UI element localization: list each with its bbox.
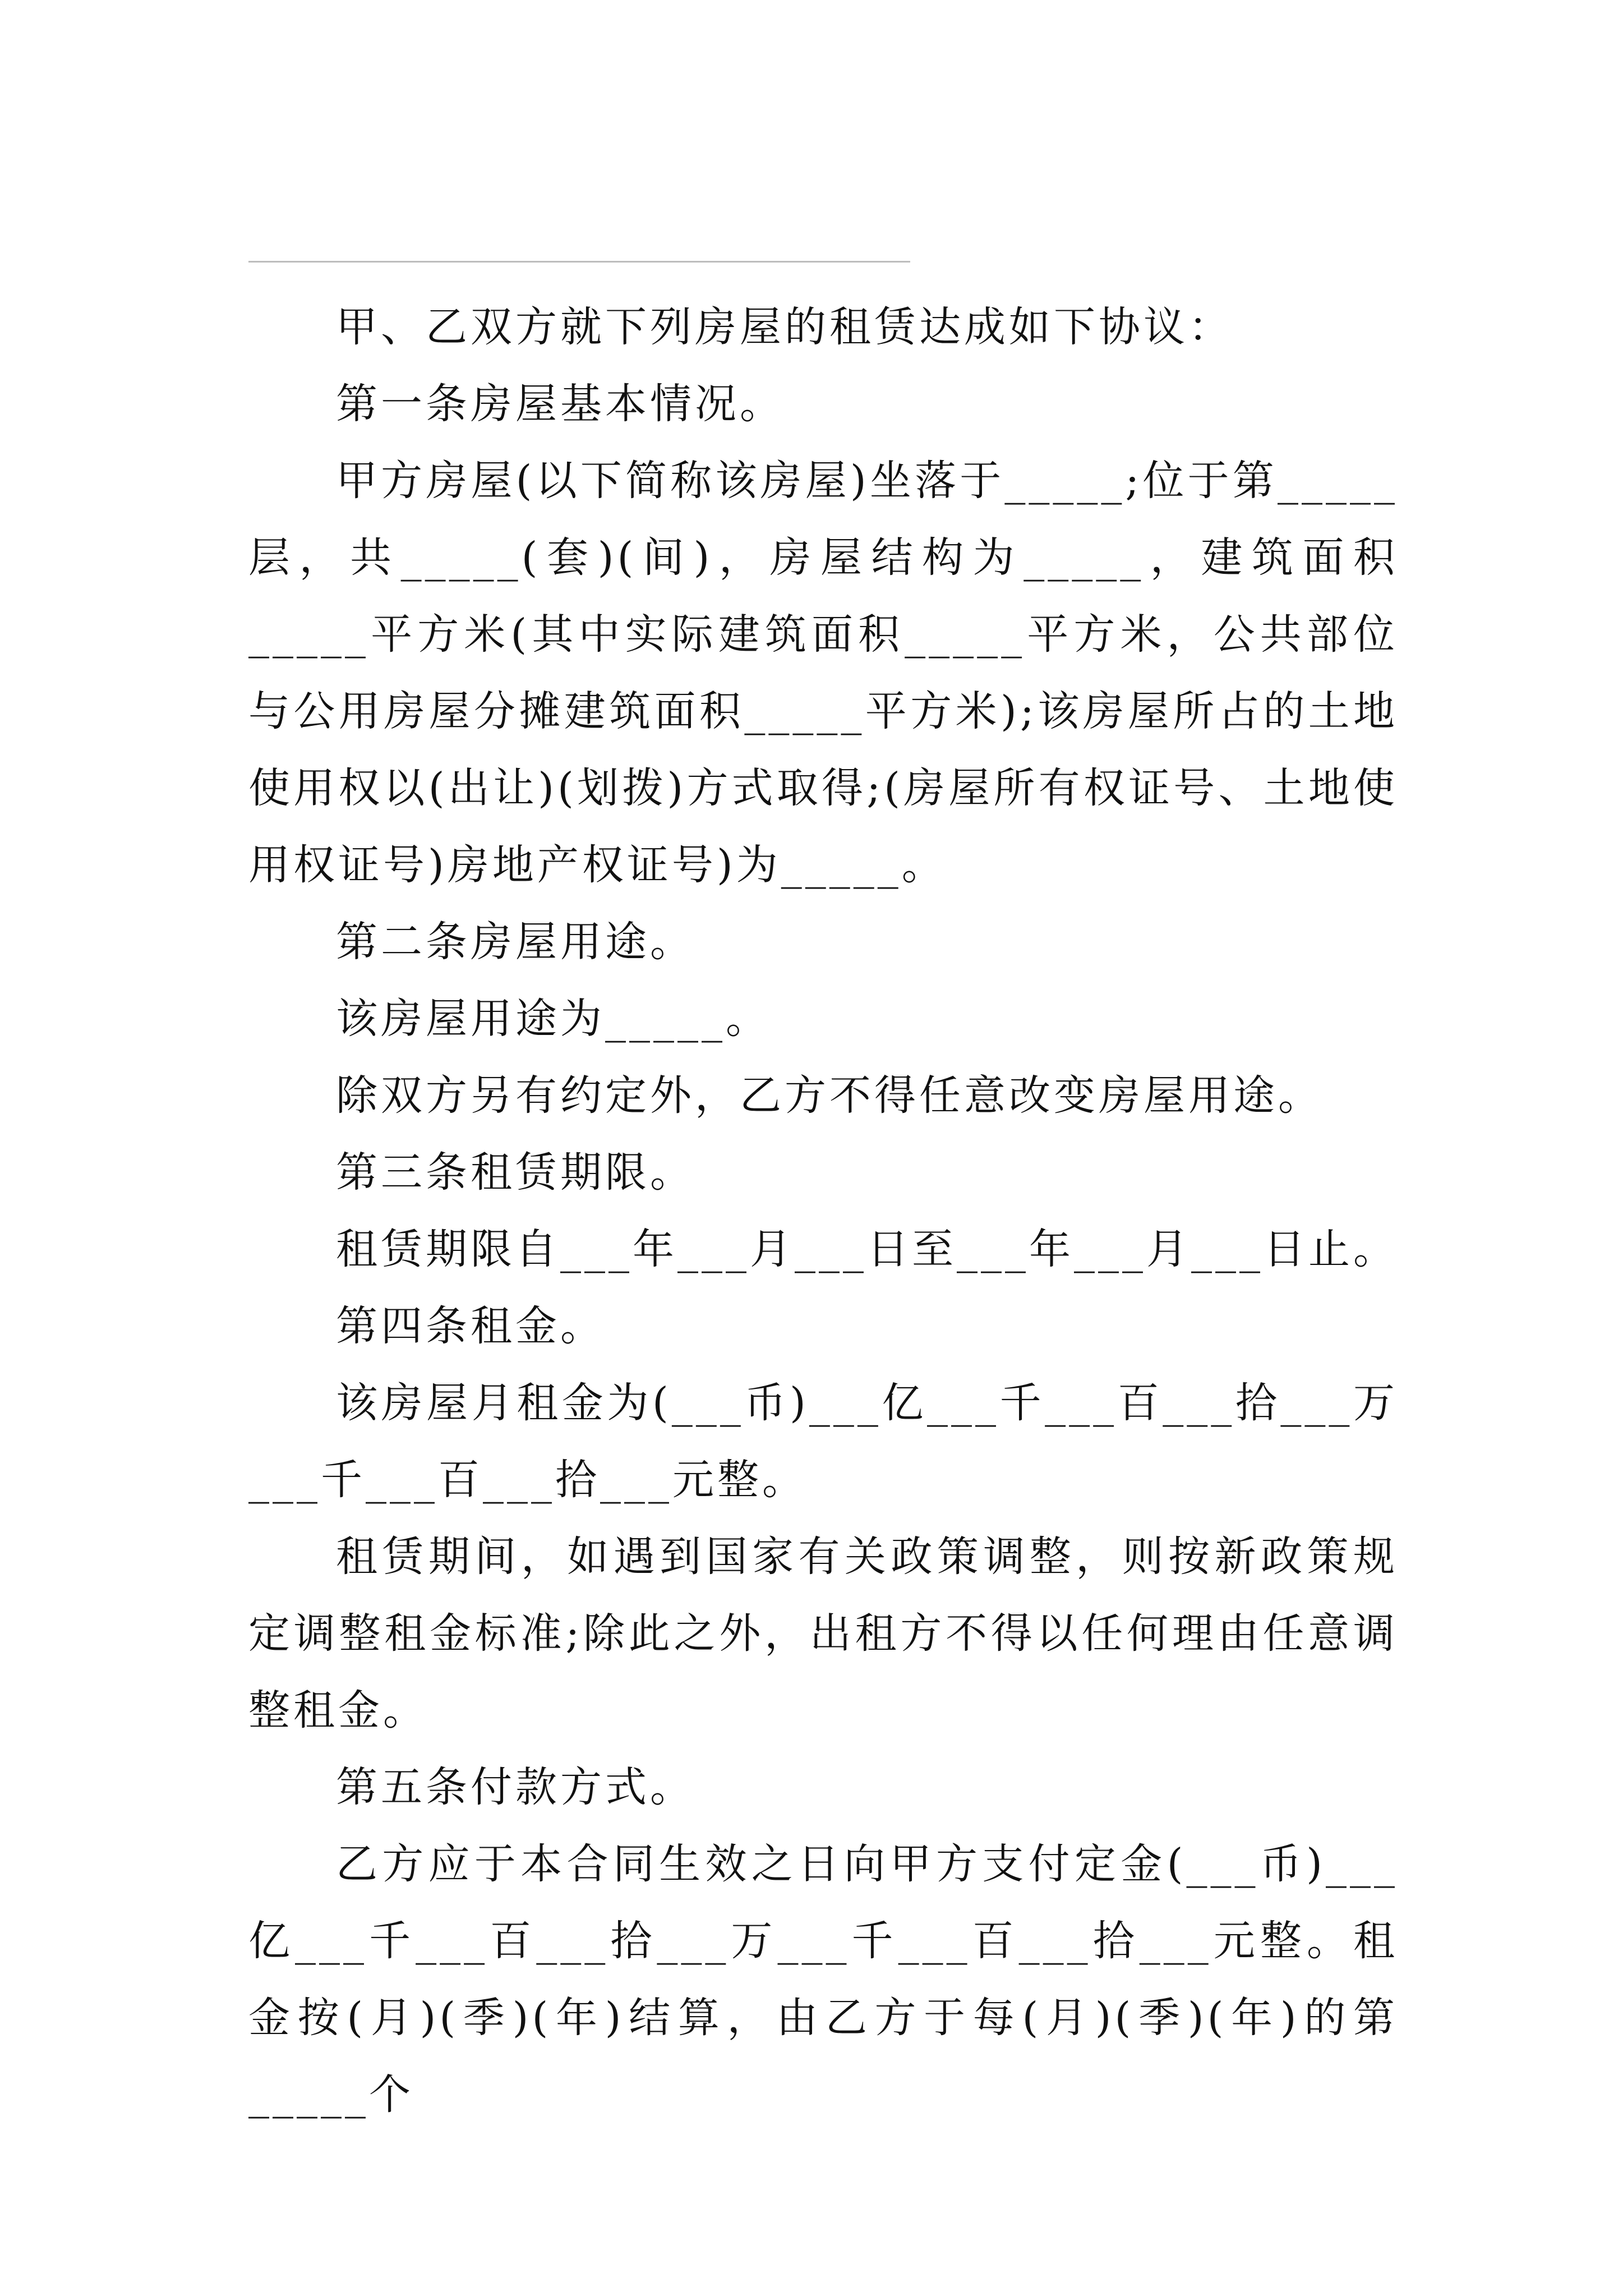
article-1-heading: 第一条房屋基本情况。 [336, 380, 785, 428]
article-5-payment: 乙方应于本合同生效之日向甲方支付定金(___币)___亿___千___百___拾___万___千___百___拾___元整。租金按(月)(季)(年)结算，由乙方于每(月)(季)(年)的第_____个 [248, 1840, 1398, 2119]
article-1-body: 甲方房屋(以下简称该房屋)坐落于_____;位于第_____层，共_____(套)(间)，房屋结构为_____，建筑面积_____平方米(其中实际建筑面积_____平方米，公共部位与公用房屋分摊建筑面积_____平方米);该房屋所占的土地使用权以(出让)(划拨)方式取得;(房屋所有权证号、土地使用权证号)房地产权证号)为_____。 [248, 457, 1398, 889]
article-2-usage: 该房屋用途为_____。 [336, 995, 771, 1043]
header-divider [248, 261, 910, 263]
article-4-heading: 第四条租金。 [336, 1302, 605, 1350]
article-2-heading: 第二条房屋用途。 [336, 918, 695, 966]
contract-body [248, 289, 1398, 2133]
article-2-restriction: 除双方另有约定外，乙方不得任意改变房屋用途。 [336, 1071, 1323, 1120]
article-3-heading: 第三条租赁期限。 [336, 1148, 695, 1197]
article-5-heading: 第五条付款方式。 [336, 1763, 695, 1811]
intro-paragraph: 甲、乙双方就下列房屋的租赁达成如下协议： [336, 303, 1233, 351]
article-4-adjustment: 租赁期间，如遇到国家有关政策调整，则按新政策规定调整租金标准;除此之外，出租方不得以任何理由任意调整租金。 [248, 1533, 1398, 1734]
article-4-rent: 该房屋月租金为(___币)___亿___千___百___拾___万___千___百___拾___元整。 [248, 1379, 1398, 1504]
article-3-term: 租赁期限自___年___月___日至___年___月___日止。 [336, 1225, 1398, 1273]
